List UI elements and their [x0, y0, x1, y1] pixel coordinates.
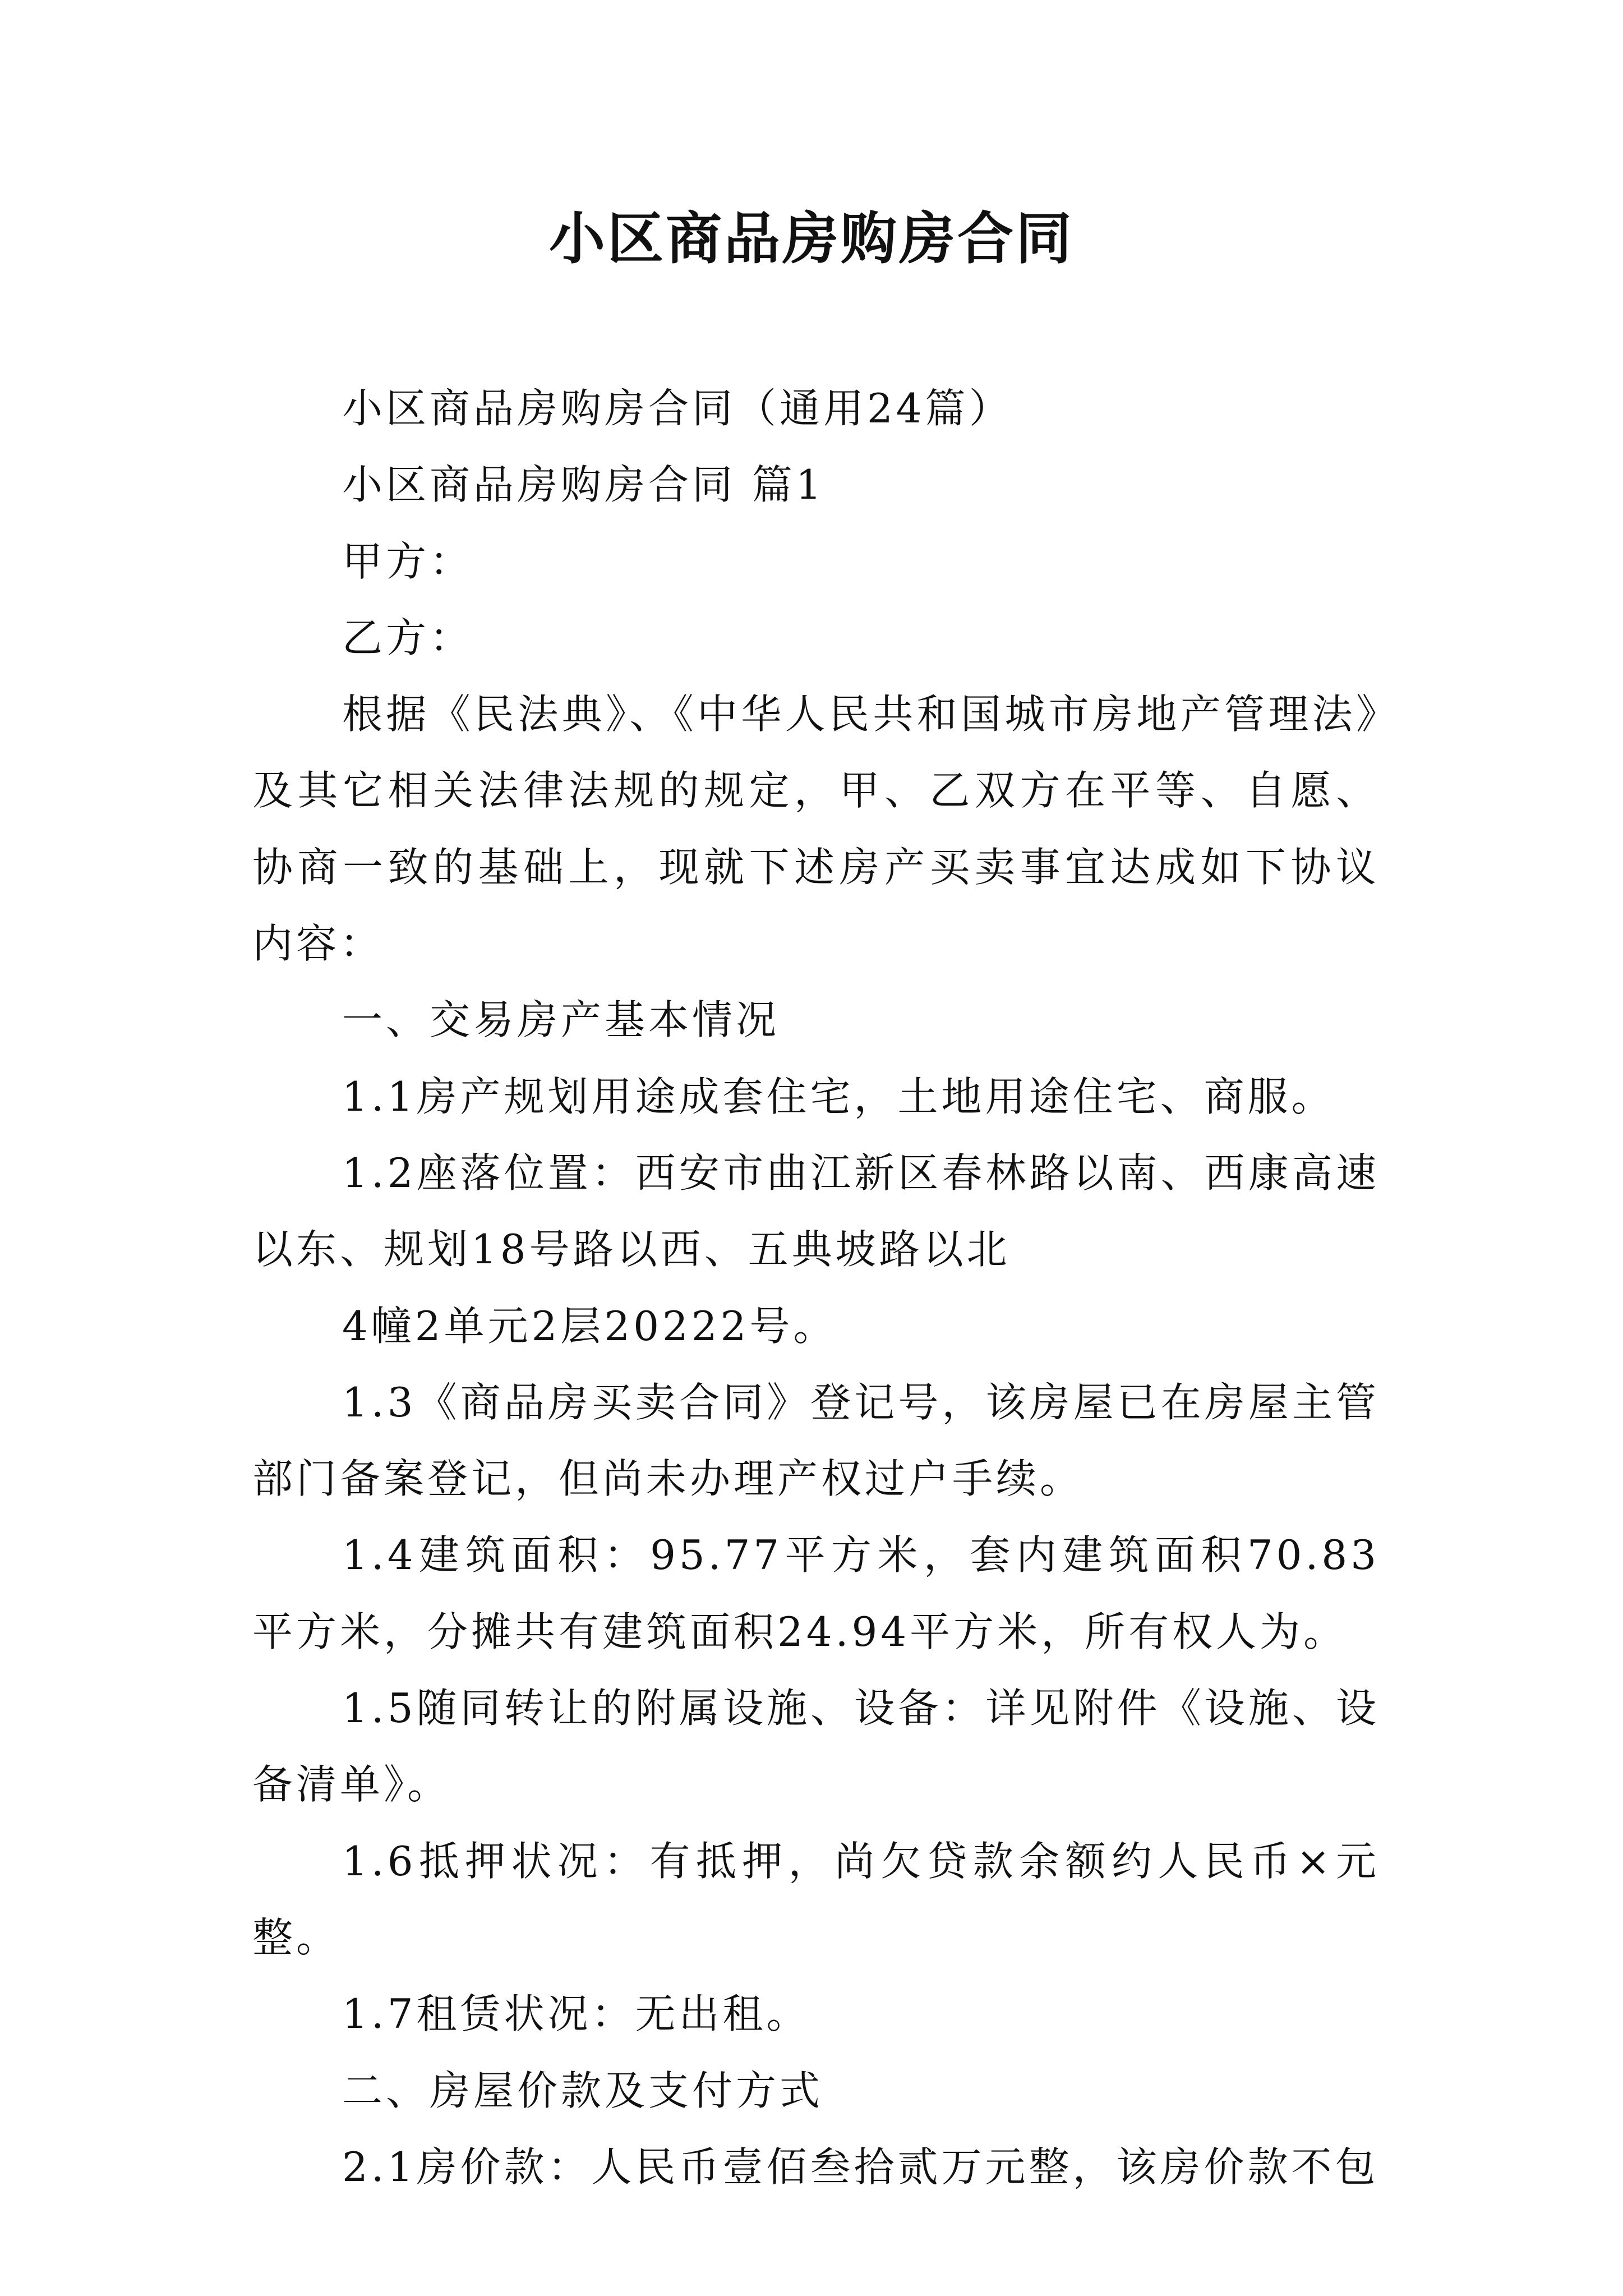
party-a-line: 甲方：	[342, 537, 474, 585]
clause-1-2-continued: 4幢2单元2层20222号。	[342, 1302, 837, 1350]
document-title: 小区商品房购房合同	[549, 205, 1074, 272]
clause-1-2: 1.2座落位置：西安市曲江新区春林路以南、西康高速以东、规划18号路以西、五典坡路以北	[252, 1149, 1380, 1273]
party-b-line: 乙方：	[342, 614, 474, 661]
document-body	[252, 370, 1380, 2205]
preamble-paragraph: 根据《民法典》、《中华人民共和国城市房地产管理法》及其它相关法律法规的规定，甲、乙双方在平等、自愿、协商一致的基础上，现就下述房产买卖事宜达成如下协议内容：	[252, 691, 1380, 968]
clause-1-4: 1.4建筑面积：95.77平方米，套内建筑面积70.83平方米，分摊共有建筑面积24.94平方米，所有权人为。	[252, 1531, 1380, 1655]
clause-1-7: 1.7租赁状况：无出租。	[342, 1990, 810, 2038]
subtitle-paragraph: 小区商品房购房合同（通用24篇）	[342, 385, 1013, 432]
clause-2-1: 2.1房价款：人民币壹佰叁拾贰万元整，该房价款不包	[342, 2143, 1379, 2191]
section-heading: 小区商品房购房合同 篇1	[342, 461, 825, 509]
clause-1-3: 1.3《商品房买卖合同》登记号，该房屋已在房屋主管部门备案登记，但尚未办理产权过户手续。	[252, 1378, 1380, 1503]
clause-heading-1: 一、交易房产基本情况	[342, 996, 780, 1044]
clause-heading-2: 二、房屋价款及支付方式	[342, 2067, 824, 2114]
clause-1-6: 1.6抵押状况：有抵押，尚欠贷款余额约人民币×元整。	[252, 1837, 1380, 1961]
clause-1-1: 1.1房产规划用途成套住宅，土地用途住宅、商服。	[342, 1073, 1335, 1120]
clause-1-5: 1.5随同转让的附属设施、设备：详见附件《设施、设备清单》。	[252, 1685, 1380, 1809]
